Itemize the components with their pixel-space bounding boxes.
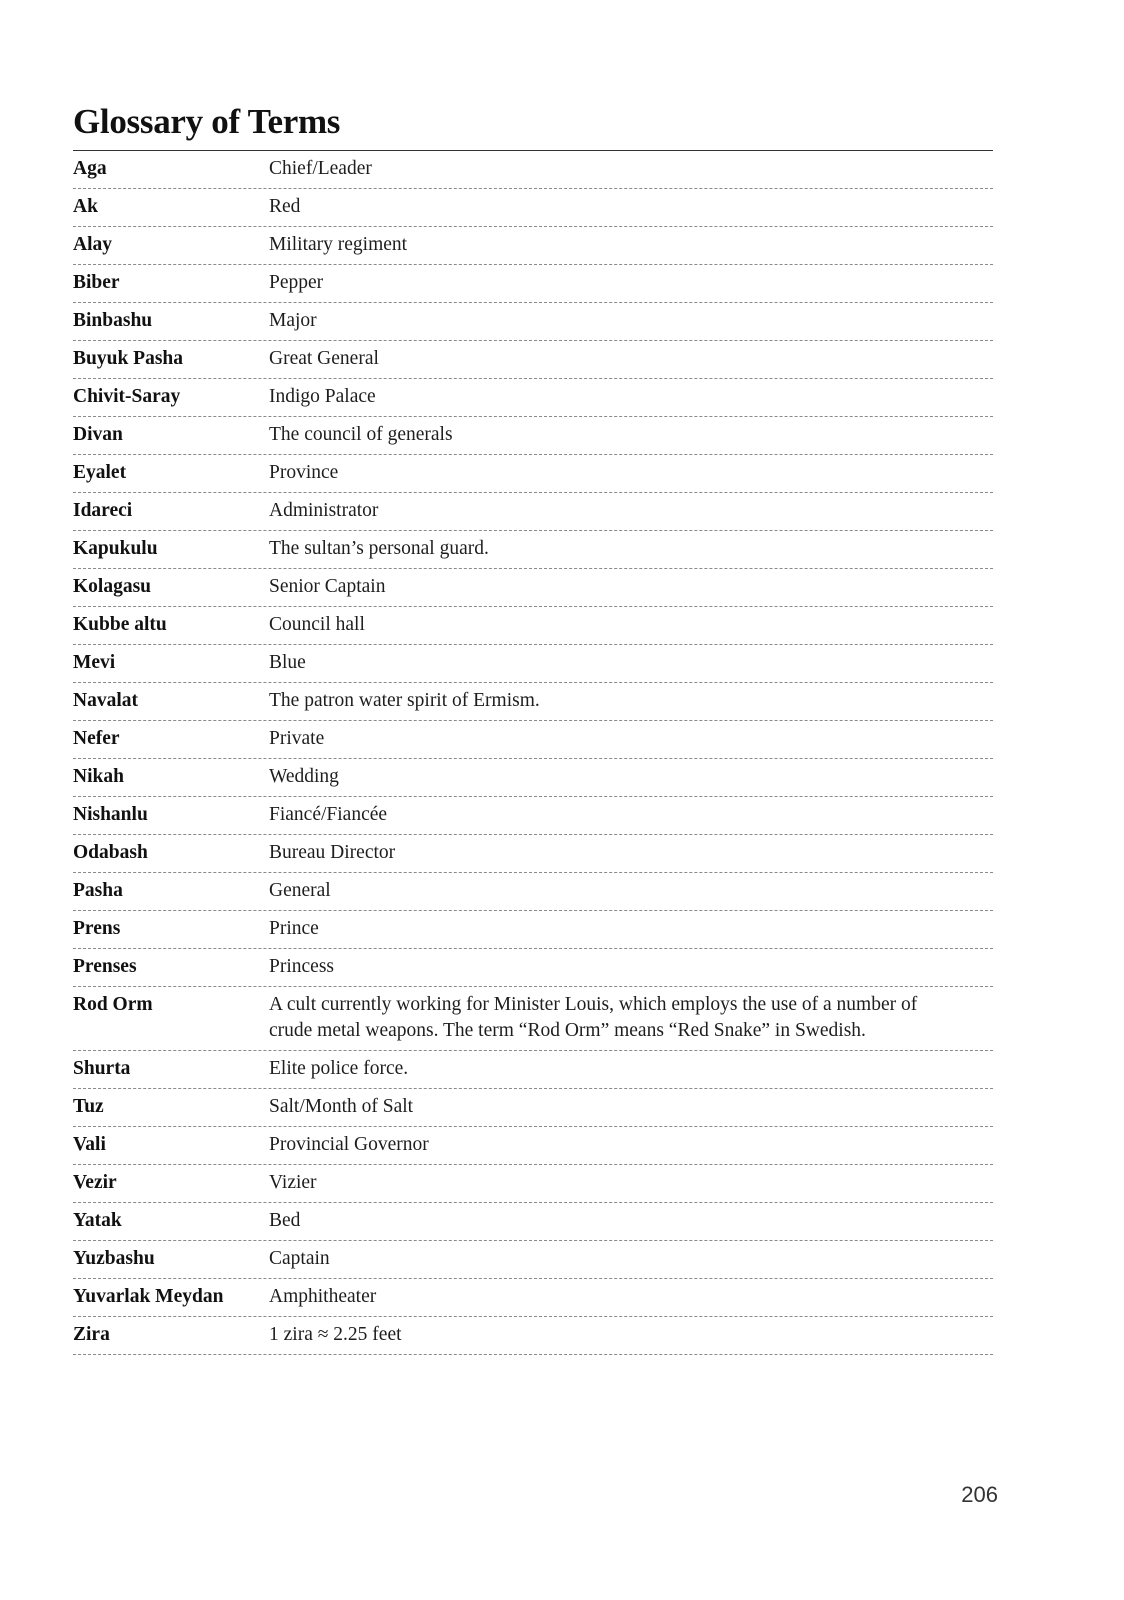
- glossary-row: [73, 721, 993, 759]
- glossary-definition: Bureau Director: [269, 842, 396, 863]
- glossary-term: Vezir: [73, 1172, 117, 1193]
- glossary-row: [73, 227, 993, 265]
- glossary-row: [73, 531, 993, 569]
- glossary-definition: Red: [269, 196, 301, 217]
- glossary-term: Zira: [73, 1324, 110, 1345]
- glossary-list: [73, 151, 993, 1355]
- glossary-term: Odabash: [73, 842, 148, 863]
- glossary-term: Aga: [73, 158, 107, 179]
- glossary-definition: The patron water spirit of Ermism.: [269, 690, 540, 711]
- glossary-row: [73, 873, 993, 911]
- glossary-term: Yuzbashu: [73, 1248, 155, 1269]
- page-number: 206: [961, 1482, 998, 1507]
- glossary-definition: A cult currently working for Minister Louis, which employs the use of a number of crude metal weapons. The term “Rod Orm” means “Red Snake” in Swedish.: [269, 994, 918, 1041]
- glossary-definition: Great General: [269, 348, 379, 369]
- glossary-term: Vali: [73, 1134, 106, 1155]
- glossary-definition: Princess: [269, 956, 334, 977]
- glossary-row: [73, 189, 993, 227]
- glossary-row: [73, 1089, 993, 1127]
- glossary-definition: Major: [269, 310, 317, 331]
- glossary-row: [73, 683, 993, 721]
- glossary-term: Rod Orm: [73, 994, 153, 1015]
- glossary-term: Shurta: [73, 1058, 131, 1079]
- glossary-term: Idareci: [73, 500, 133, 521]
- glossary-term: Alay: [73, 234, 112, 255]
- glossary-definition: Amphitheater: [269, 1286, 377, 1307]
- glossary-definition: Pepper: [269, 272, 324, 293]
- glossary-definition: Private: [269, 728, 325, 749]
- glossary-term: Mevi: [73, 652, 116, 673]
- glossary-row: [73, 911, 993, 949]
- glossary-term: Tuz: [73, 1096, 104, 1117]
- glossary-definition: Chief/Leader: [269, 158, 372, 179]
- glossary-definition: Senior Captain: [269, 576, 386, 597]
- glossary-row: [73, 949, 993, 987]
- glossary-row: [73, 797, 993, 835]
- glossary-definition: Salt/Month of Salt: [269, 1096, 414, 1117]
- glossary-definition: Vizier: [269, 1172, 317, 1193]
- glossary-term: Nikah: [73, 766, 124, 787]
- glossary-row: [73, 1241, 993, 1279]
- glossary-row: [73, 151, 993, 189]
- glossary-term: Kubbe altu: [73, 614, 167, 635]
- glossary-term: Prenses: [73, 956, 137, 977]
- glossary-term: Kapukulu: [73, 538, 158, 559]
- glossary-row: [73, 759, 993, 797]
- glossary-term: Pasha: [73, 880, 123, 901]
- glossary-row: [73, 341, 993, 379]
- glossary-definition: Council hall: [269, 614, 365, 635]
- glossary-row: [73, 379, 993, 417]
- glossary-term: Ak: [73, 196, 98, 217]
- glossary-term: Biber: [73, 272, 120, 293]
- glossary-definition: The sultan’s personal guard.: [269, 538, 489, 559]
- glossary-row: [73, 987, 993, 1051]
- glossary-term: Kolagasu: [73, 576, 152, 597]
- glossary-definition: Provincial Governor: [269, 1134, 429, 1155]
- glossary-definition: Military regiment: [269, 234, 408, 255]
- glossary-definition: Blue: [269, 652, 306, 673]
- glossary-row: [73, 1127, 993, 1165]
- glossary-term: Yuvarlak Meydan: [73, 1286, 224, 1307]
- glossary-page: [73, 100, 993, 1355]
- glossary-term: Chivit-Saray: [73, 386, 181, 407]
- page-title: Glossary of Terms: [73, 102, 341, 141]
- glossary-term: Binbashu: [73, 310, 153, 331]
- glossary-row: [73, 569, 993, 607]
- glossary-term: Yatak: [73, 1210, 122, 1231]
- glossary-definition: Administrator: [269, 500, 379, 521]
- glossary-definition: The council of generals: [269, 424, 453, 445]
- glossary-row: [73, 303, 993, 341]
- glossary-row: [73, 455, 993, 493]
- glossary-definition: 1 zira ≈ 2.25 feet: [269, 1324, 402, 1345]
- glossary-definition: Province: [269, 462, 339, 483]
- glossary-row: [73, 265, 993, 303]
- glossary-definition: Bed: [269, 1210, 301, 1231]
- glossary-term: Prens: [73, 918, 121, 939]
- glossary-term: Eyalet: [73, 462, 127, 483]
- glossary-term: Nefer: [73, 728, 120, 749]
- glossary-term: Navalat: [73, 690, 138, 711]
- glossary-row: [73, 1051, 993, 1089]
- glossary-definition: Indigo Palace: [269, 386, 376, 407]
- glossary-term: Divan: [73, 424, 123, 445]
- glossary-row: [73, 607, 993, 645]
- glossary-row: [73, 1203, 993, 1241]
- glossary-term: Nishanlu: [73, 804, 148, 825]
- glossary-row: [73, 1317, 993, 1355]
- glossary-term: Buyuk Pasha: [73, 348, 184, 369]
- glossary-row: [73, 835, 993, 873]
- glossary-row: [73, 1279, 993, 1317]
- glossary-row: [73, 1165, 993, 1203]
- glossary-definition: Fiancé/Fiancée: [269, 804, 388, 825]
- glossary-definition: Elite police force.: [269, 1058, 409, 1079]
- glossary-definition: Prince: [269, 918, 319, 939]
- glossary-definition: General: [269, 880, 331, 901]
- glossary-definition: Wedding: [269, 766, 339, 787]
- glossary-row: [73, 645, 993, 683]
- glossary-row: [73, 417, 993, 455]
- glossary-definition: Captain: [269, 1248, 330, 1269]
- glossary-row: [73, 493, 993, 531]
